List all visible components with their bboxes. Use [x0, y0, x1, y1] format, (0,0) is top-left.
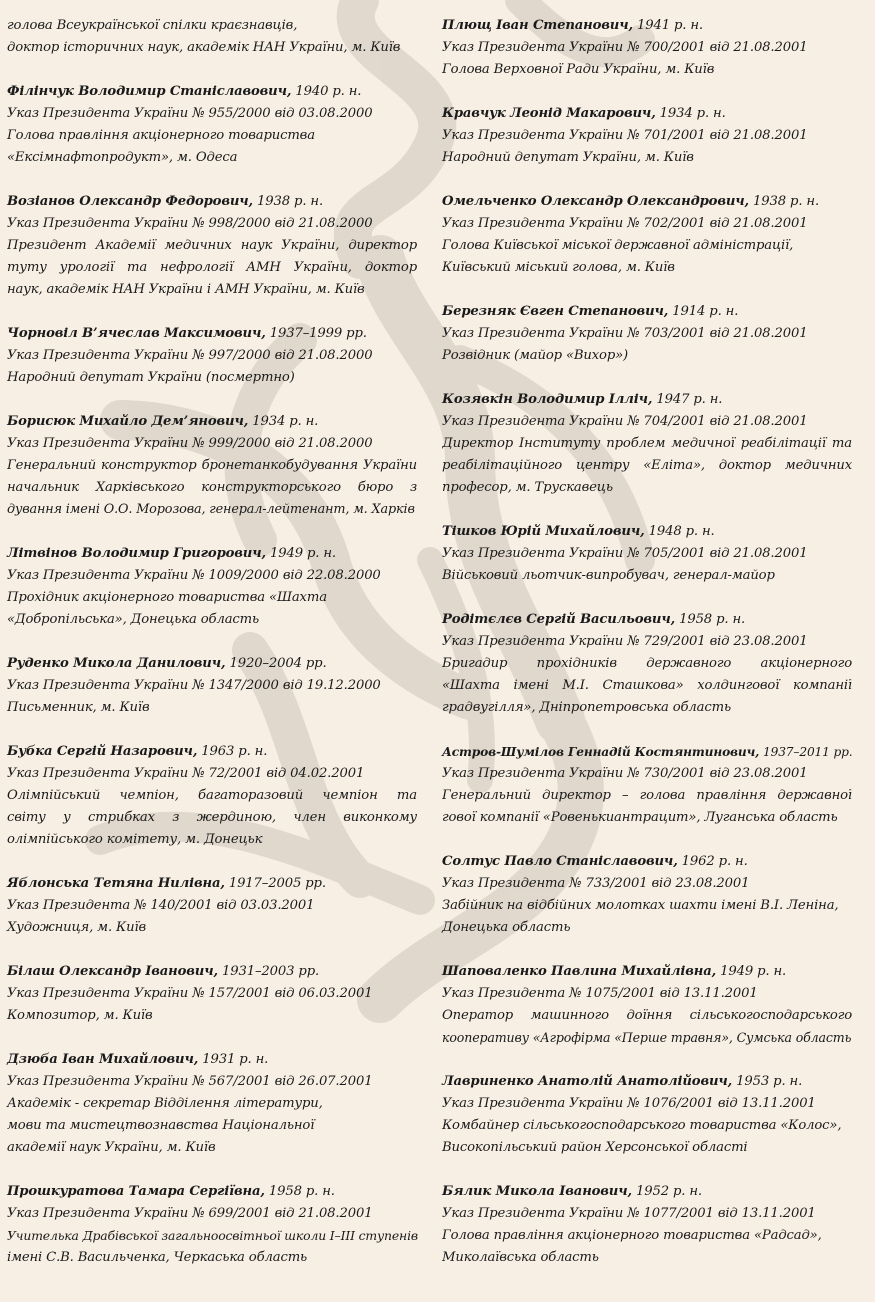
- decree-reference: Указ Президента України № 702/2001 від 21.08.2001: [442, 216, 808, 231]
- decree-reference: Указ Президента України № 1347/2000 від 19.12.2000: [7, 678, 381, 693]
- recipient-name-line: [7, 323, 417, 345]
- recipient-name: Яблонська Тетяна Нилівна,: [7, 876, 225, 891]
- recipient-name: Родітєлєв Сергій Васильович,: [442, 612, 676, 627]
- award-entry: [7, 411, 417, 521]
- recipient-dates: 1920–2004 рр.: [225, 656, 327, 671]
- recipient-dates: 1941 р. н.: [632, 18, 703, 33]
- recipient-name-line: [7, 1049, 417, 1071]
- recipient-description: «Ексімнафтопродукт», м. Одеса: [7, 150, 238, 165]
- decree-reference: Указ Президента України № 997/2000 від 21.08.2000: [7, 348, 373, 363]
- recipient-description: Прохідник акціонерного товариства «Шахта: [7, 590, 327, 605]
- recipient-dates: 1962 р. н.: [677, 854, 748, 869]
- recipient-name-line: [7, 961, 417, 983]
- recipient-dates: 1948 р. н.: [644, 524, 715, 539]
- recipient-name: Чорновіл В’ячеслав Максимович,: [7, 326, 266, 341]
- decree-reference: Указ Президента України № 998/2000 від 21.08.2000: [7, 216, 373, 231]
- recipient-description: Директор Інституту проблем медичної реабілітації та: [442, 436, 852, 451]
- recipient-description: Військовий льотчик-випробувач, генерал-майор: [442, 568, 775, 583]
- recipient-name-line: [442, 741, 852, 763]
- decree-reference: Указ Президента України № 704/2001 від 21.08.2001: [442, 414, 808, 429]
- recipient-description: Бригадир прохідників державного акціонерного: [442, 656, 852, 671]
- recipient-dates: 1931 р. н.: [198, 1052, 269, 1067]
- recipient-name: Бялик Микола Іванович,: [442, 1184, 632, 1199]
- recipient-dates: 1937–1999 рр.: [265, 326, 367, 341]
- decree-reference: Указ Президента № 733/2001 від 23.08.2001: [442, 876, 750, 891]
- recipient-description: «Шахта імені М.І. Сташкова» холдингової компанії: [442, 678, 852, 693]
- recipient-name: Омельченко Олександр Олександрович,: [442, 194, 749, 209]
- recipient-name: Дзюба Іван Михайлович,: [7, 1052, 199, 1067]
- recipient-name-line: [442, 961, 852, 983]
- decree-reference: Указ Президента № 1075/2001 від 13.11.2001: [442, 986, 758, 1001]
- award-entry: [442, 1181, 852, 1269]
- recipient-name-line: [7, 873, 417, 895]
- recipient-name: Борисюк Михайло Дем’янович,: [7, 414, 249, 429]
- decree-reference: Указ Президента України № 701/2001 від 21.08.2001: [442, 128, 808, 143]
- recipient-description: туту урології та нефрології АМН України, доктор: [7, 260, 417, 275]
- recipient-description: кооперативу «Агрофірма «Перше травня», Сумська область: [442, 1030, 852, 1045]
- recipient-name-line: [7, 741, 417, 763]
- recipient-name-line: [442, 389, 852, 411]
- recipient-description: Комбайнер сільськогосподарського товариства «Колос»,: [442, 1118, 842, 1133]
- recipient-name-line: [442, 1181, 852, 1203]
- recipient-dates: 1937–2011 рр.: [759, 745, 853, 759]
- recipient-description: імені С.В. Васильченка, Черкаська область: [7, 1250, 308, 1265]
- recipient-name: Білаш Олександр Іванович,: [7, 964, 218, 979]
- recipient-description: гової компанії «Ровенькиантрацит», Луганська область: [442, 810, 838, 825]
- decree-reference: Указ Президента України № 705/2001 від 21.08.2001: [442, 546, 808, 561]
- recipient-description: академії наук України, м. Київ: [7, 1140, 216, 1155]
- decree-reference: Указ Президента України № 1077/2001 від 13.11.2001: [442, 1206, 816, 1221]
- recipient-description: Генеральний директор – голова правління державної: [442, 788, 852, 803]
- recipient-name-line: [442, 15, 852, 37]
- recipient-name-line: [7, 1181, 417, 1203]
- recipient-description: Олімпійський чемпіон, багаторазовий чемпіон та: [7, 788, 417, 803]
- recipient-name-line: [7, 543, 417, 565]
- recipient-description: Академік - секретар Відділення літератури,: [7, 1096, 323, 1111]
- decree-reference: Указ Президента України № 1076/2001 від 13.11.2001: [442, 1096, 816, 1111]
- recipient-description: Художниця, м. Київ: [7, 920, 147, 935]
- award-entry: [7, 961, 417, 1027]
- recipient-name: Астров-Шумілов Геннадій Костянтинович,: [442, 745, 760, 759]
- left-column: [7, 15, 417, 1291]
- award-entry: [7, 543, 417, 631]
- recipient-description: Київський міський голова, м. Київ: [442, 260, 675, 275]
- recipient-description: градвугілля», Дніпропетровська область: [442, 700, 731, 715]
- recipient-name: Філінчук Володимир Станіславович,: [7, 84, 292, 99]
- decree-reference: Указ Президента України № 703/2001 від 21.08.2001: [442, 326, 808, 341]
- recipient-name: Кравчук Леонід Макарович,: [442, 106, 656, 121]
- recipient-description: Генеральний конструктор бронетанкобудування України: [7, 458, 417, 473]
- award-entry: [442, 191, 852, 279]
- recipient-description: реабілітаційного центру «Еліта», доктор медичних: [442, 458, 852, 473]
- award-entry: [442, 301, 852, 367]
- recipient-description: Учителька Драбівської загальноосвітньої школи I–III ступенів: [7, 1228, 418, 1243]
- recipient-name-line: [7, 411, 417, 433]
- recipient-dates: 1947 р. н.: [652, 392, 723, 407]
- award-entry: [7, 1181, 417, 1269]
- award-entry: [7, 873, 417, 939]
- recipient-description: наук, академік НАН України і АМН України, м. Київ: [7, 282, 365, 297]
- decree-reference: Указ Президента № 140/2001 від 03.03.2001: [7, 898, 315, 913]
- recipient-dates: 1931–2003 рр.: [217, 964, 320, 979]
- recipient-dates: 1917–2005 рр.: [224, 876, 326, 891]
- recipient-description: Президент Академії медичних наук України, директор: [7, 238, 417, 253]
- recipient-dates: 1934 р. н.: [248, 414, 319, 429]
- recipient-dates: 1958 р. н.: [264, 1184, 335, 1199]
- recipient-description: Народний депутат України, м. Київ: [442, 150, 694, 165]
- recipient-name: Березняк Євген Степанович,: [442, 304, 669, 319]
- recipient-description: світу у стрибках з жердиною, член виконкому: [7, 810, 417, 825]
- recipient-description: доктор історичних наук, академік НАН України, м. Київ: [7, 40, 401, 55]
- recipient-dates: 1914 р. н.: [668, 304, 739, 319]
- recipient-dates: 1949 р. н.: [265, 546, 336, 561]
- award-entry: [7, 15, 417, 59]
- award-entry: [442, 15, 852, 81]
- recipient-name-line: [442, 521, 852, 543]
- recipient-description: мови та мистецтвознавства Національної: [7, 1118, 315, 1133]
- recipient-description: «Добропільська», Донецька область: [7, 612, 260, 627]
- award-entry: [7, 323, 417, 389]
- recipient-dates: 1940 р. н.: [291, 84, 362, 99]
- recipient-name: Лавриненко Анатолій Анатолійович,: [442, 1074, 733, 1089]
- award-entry: [7, 81, 417, 169]
- recipient-description: професор, м. Трускавець: [442, 480, 613, 495]
- recipient-name: Літвінов Володимир Григорович,: [7, 546, 266, 561]
- recipient-description: дування імені О.О. Морозова, генерал-лейтенант, м. Харків: [7, 502, 415, 517]
- recipient-dates: 1963 р. н.: [197, 744, 268, 759]
- recipient-name-line: [442, 301, 852, 323]
- recipient-dates: 1949 р. н.: [716, 964, 787, 979]
- recipient-name-line: [442, 191, 852, 213]
- decree-reference: Указ Президента України № 567/2001 від 26.07.2001: [7, 1074, 373, 1089]
- recipient-description: олімпійського комітету, м. Донецьк: [7, 832, 263, 847]
- award-entry: [7, 1049, 417, 1159]
- recipient-description: голова Всеукраїнської спілки краєзнавців,: [7, 18, 298, 33]
- recipient-name-line: [442, 851, 852, 873]
- decree-reference: Указ Президента України № 955/2000 від 03.08.2000: [7, 106, 373, 121]
- recipient-description: Голова Київської міської державної адміністрації,: [442, 238, 794, 253]
- recipient-name-line: [442, 609, 852, 631]
- recipient-description: Народний депутат України (посмертно): [7, 370, 295, 385]
- recipient-description: Голова правління акціонерного товариства «Радсад»,: [442, 1228, 822, 1243]
- recipient-description: Розвідник (майор «Вихор»): [442, 348, 629, 363]
- award-entry: [442, 389, 852, 499]
- award-entry: [442, 1071, 852, 1159]
- award-entry: [7, 741, 417, 851]
- recipient-name: Шаповаленко Павлина Михайлівна,: [442, 964, 717, 979]
- recipient-description: начальник Харківського конструкторського бюро з: [7, 480, 417, 495]
- recipient-dates: 1958 р. н.: [675, 612, 746, 627]
- recipient-description: Високопільський район Херсонської області: [442, 1140, 748, 1155]
- award-entry: [442, 103, 852, 169]
- recipient-description: Забійник на відбійних молотках шахти імені В.І. Леніна,: [442, 898, 839, 913]
- right-column: [442, 15, 852, 1291]
- recipient-dates: 1953 р. н.: [732, 1074, 803, 1089]
- recipient-name: Тішков Юрій Михайлович,: [442, 524, 645, 539]
- recipient-dates: 1938 р. н.: [748, 194, 819, 209]
- recipient-description: Миколаївська область: [442, 1250, 599, 1265]
- award-entry: [7, 653, 417, 719]
- decree-reference: Указ Президента України № 699/2001 від 21.08.2001: [7, 1206, 373, 1221]
- recipient-description: Оператор машинного доїння сільськогосподарського: [442, 1008, 852, 1023]
- recipient-name: Прошкуратова Тамара Сергіївна,: [7, 1184, 265, 1199]
- recipient-name: Солтус Павло Станіславович,: [442, 854, 678, 869]
- recipient-name: Плющ Іван Степанович,: [442, 18, 633, 33]
- decree-reference: Указ Президента України № 1009/2000 від 22.08.2000: [7, 568, 381, 583]
- award-entry: [7, 191, 417, 301]
- recipient-name: Руденко Микола Данилович,: [7, 656, 226, 671]
- recipient-dates: 1952 р. н.: [631, 1184, 702, 1199]
- award-entry: [442, 741, 852, 829]
- award-entry: [442, 961, 852, 1049]
- recipient-description: Композитор, м. Київ: [7, 1008, 153, 1023]
- decree-reference: Указ Президента України № 729/2001 від 23.08.2001: [442, 634, 808, 649]
- recipient-description: Донецька область: [442, 920, 571, 935]
- recipient-name: Козявкін Володимир Ілліч,: [442, 392, 653, 407]
- recipient-dates: 1934 р. н.: [655, 106, 726, 121]
- decree-reference: Указ Президента України № 999/2000 від 21.08.2000: [7, 436, 373, 451]
- recipient-name-line: [7, 81, 417, 103]
- recipient-description: Голова Верховної Ради України, м. Київ: [442, 62, 715, 77]
- decree-reference: Указ Президента України № 157/2001 від 06.03.2001: [7, 986, 373, 1001]
- recipient-description: Голова правління акціонерного товариства: [7, 128, 315, 143]
- decree-reference: Указ Президента України № 730/2001 від 23.08.2001: [442, 766, 808, 781]
- recipient-name: Возіанов Олександр Федорович,: [7, 194, 254, 209]
- recipient-dates: 1938 р. н.: [253, 194, 324, 209]
- recipient-name-line: [442, 103, 852, 125]
- recipient-name-line: [7, 653, 417, 675]
- award-entry: [442, 609, 852, 719]
- decree-reference: Указ Президента України № 700/2001 від 21.08.2001: [442, 40, 808, 55]
- recipient-name-line: [442, 1071, 852, 1093]
- award-entry: [442, 851, 852, 939]
- recipient-name-line: [7, 191, 417, 213]
- recipient-description: Письменник, м. Київ: [7, 700, 150, 715]
- decree-reference: Указ Президента України № 72/2001 від 04.02.2001: [7, 766, 365, 781]
- award-entry: [442, 521, 852, 587]
- recipient-name: Бубка Сергій Назарович,: [7, 744, 198, 759]
